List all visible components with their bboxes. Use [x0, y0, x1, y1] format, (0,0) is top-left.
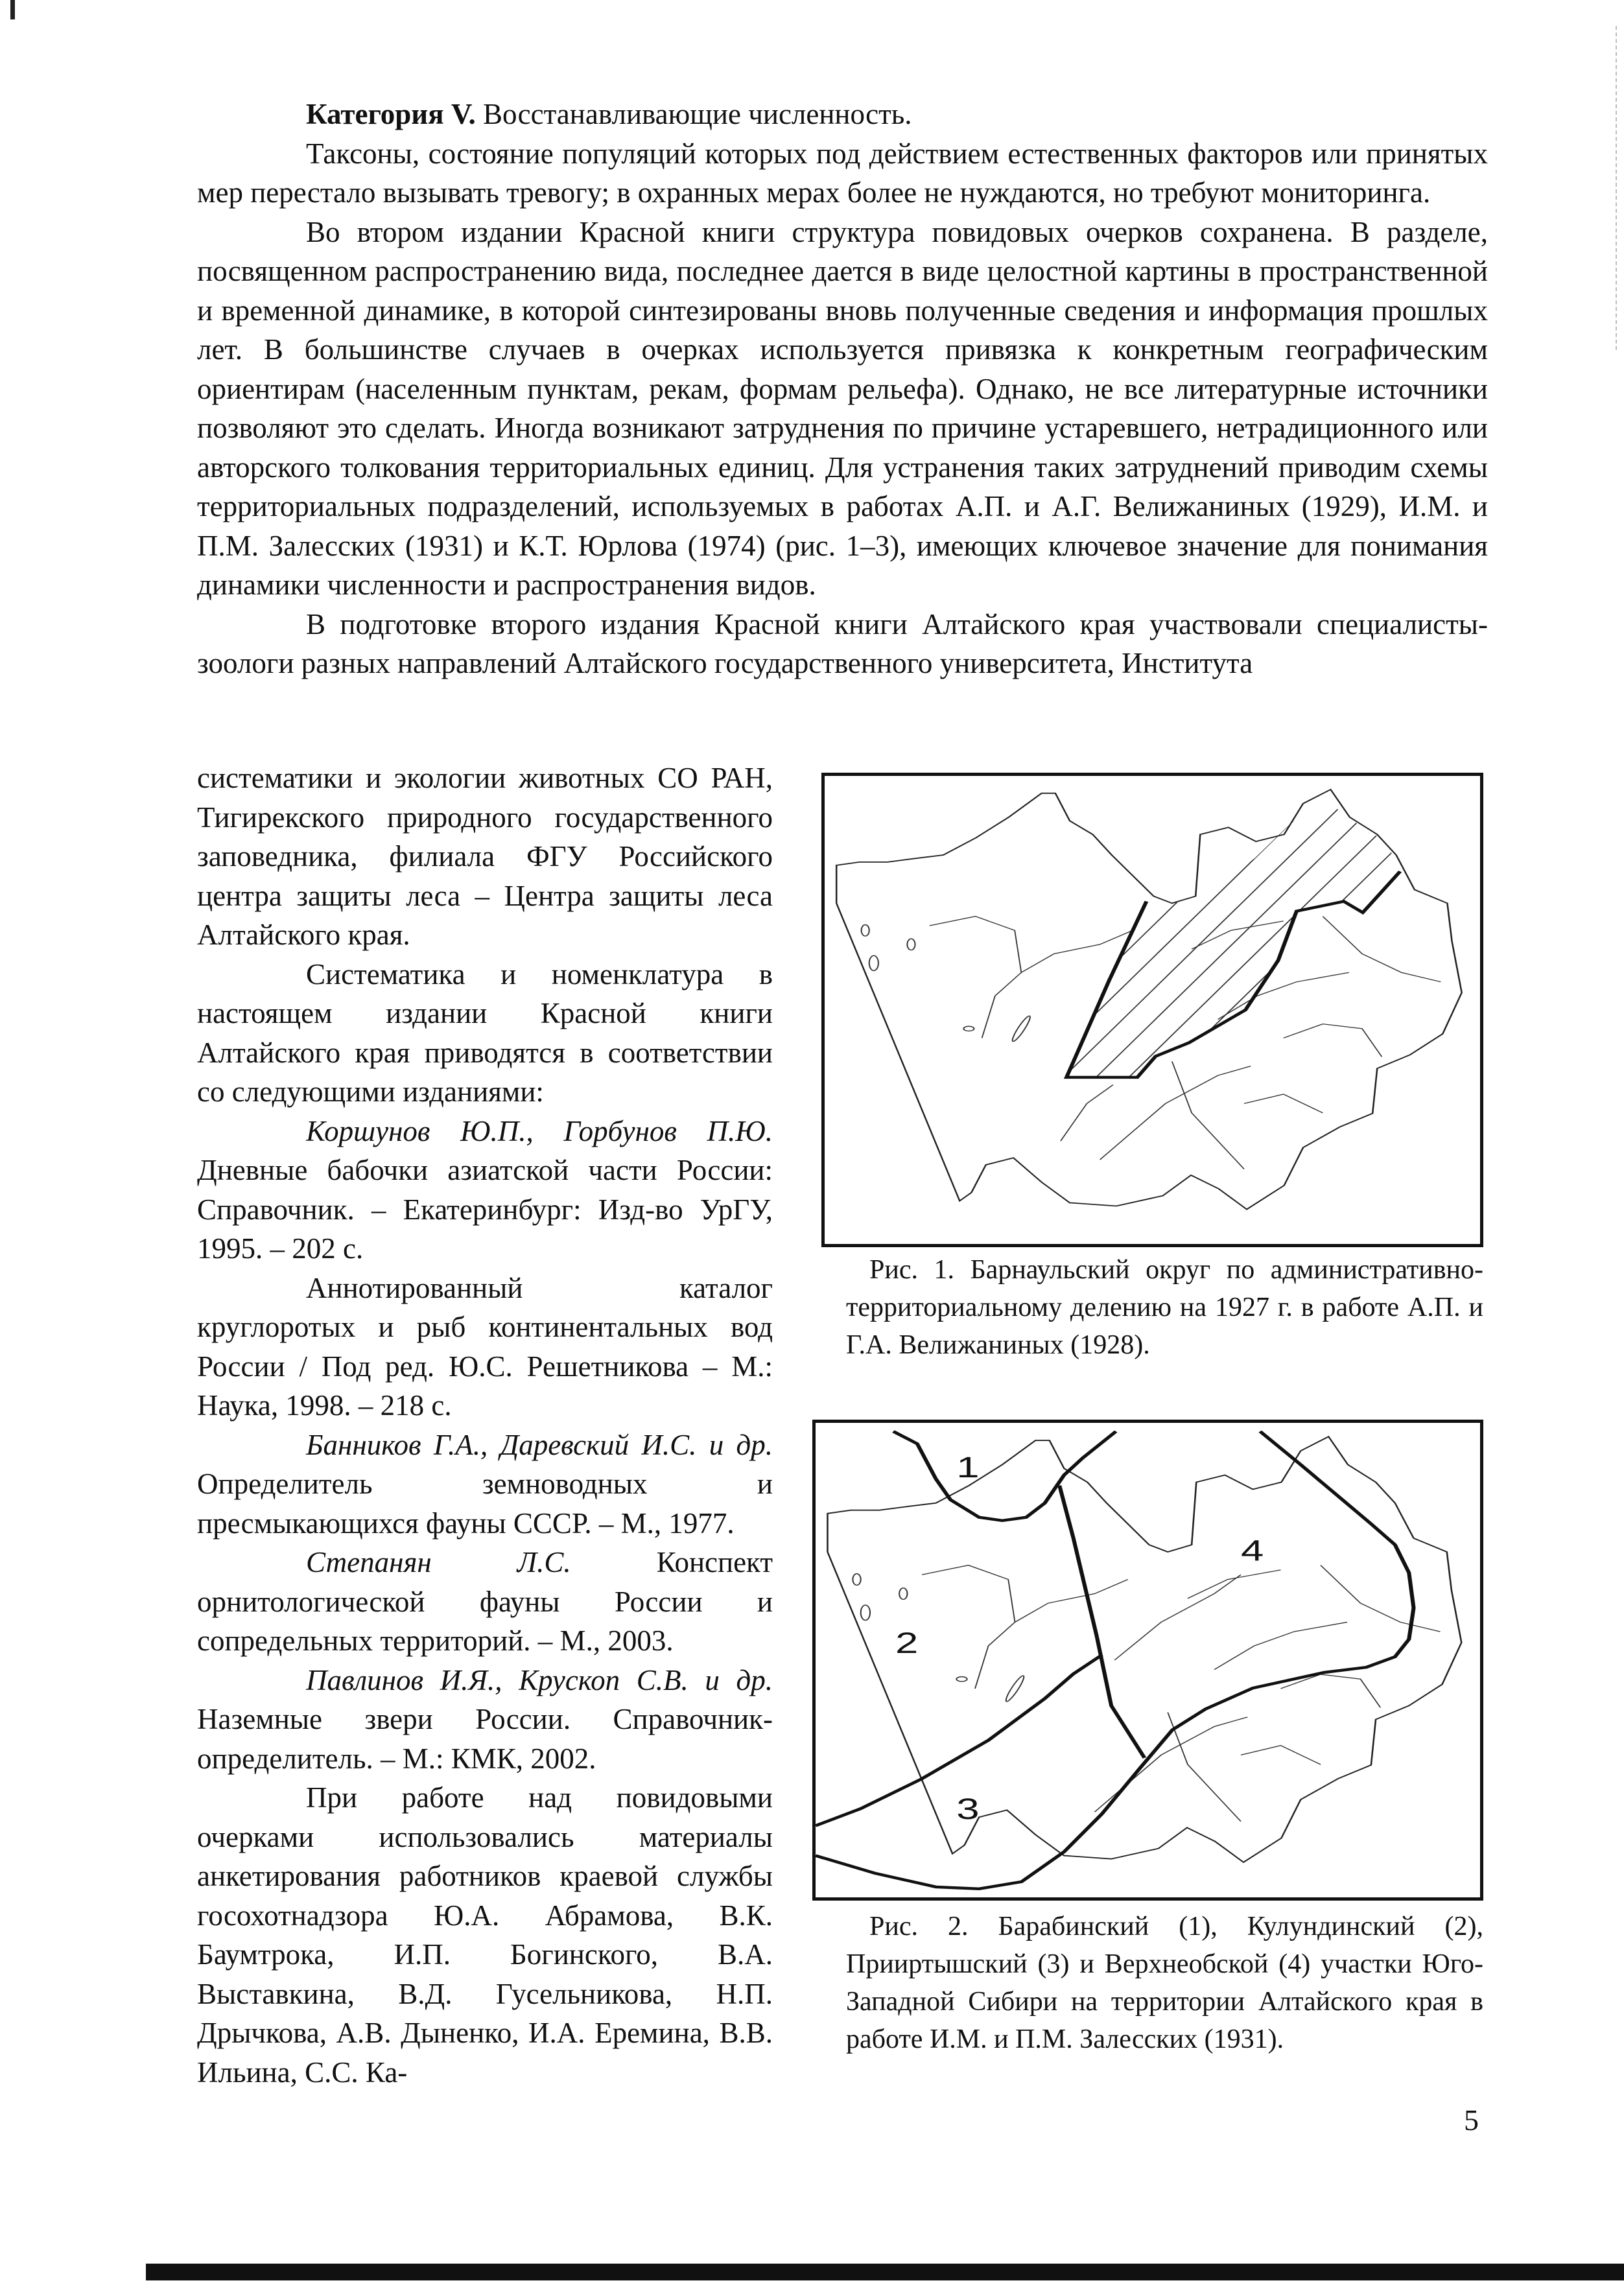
barnaul-district-map — [825, 776, 1480, 1244]
reference-item: Коршунов Ю.П., Горбунов П.Ю. Дневные бабочки азиатской части России: Справочник. – Екатеринбург: Изд-во УрГУ, 1995. – 202 с. — [197, 1114, 773, 1265]
reference-item: Аннотированный каталог круглоротых и рыб континентальных вод России / Под ред. Ю.С. Решетникова – М.: Наука, 1998. – 218 с. — [197, 1271, 773, 1422]
paragraph: Во втором издании Красной книги структура повидовых очерков сохранена. В разделе, посвященном распространению вида, последнее дается в виде целостной картины в пространственной и временной динамике, в которой синтезированы вновь полученные сведения и информация прошлых лет. В большинстве случаев в очерках используется привязка к конкретным географическим ориентирам (населенным пунктам, рекам, формам рельефа). Однако, не все литературные источники позволяют это сделать. Иногда возникают затруднения по причине устаревшего, нетрадиционного или авторского толкования территориальных единиц. Для устранения таких затруднений приводим схемы территориальных подразделений, используемых в работах А.П. и А.Г. Велижаниных (1929), И.М. и П.М. Залесских (1931) и К.Т. Юрлова (1974) (рис. 1–3), имеющих ключевое значение для понимания динамики численности и распространения видов. — [197, 215, 1488, 601]
category-heading: Категория V. Восстанавливающие численность. — [306, 98, 912, 130]
rivers — [922, 1565, 1441, 1822]
top-text-block — [197, 95, 1488, 683]
reference-item: Степанян Л.С. Конспект орнитологической фауны России и сопредельных территорий. – М., 2003. — [197, 1546, 773, 1657]
figure-1-map — [821, 773, 1483, 1247]
scan-bottom-bar — [146, 2264, 1624, 2280]
scan-mark — [10, 0, 15, 19]
region-outline — [836, 790, 1461, 1210]
barnaul-district-boundary — [1066, 871, 1400, 1077]
hatching — [923, 776, 1480, 1151]
paragraph: Систематика и номенклатура в настоящем издании Красной книги Алтайского края приводятся в соответствии со следующими изданиями: — [197, 957, 773, 1108]
left-column — [197, 758, 773, 2092]
lakes — [853, 1574, 1026, 1703]
figure-1-caption: Рис. 1. Барнаульский округ по административно-территориальному делению на 1927 г. в работе А.П. и Г.А. Велижаниных (1928). — [846, 1255, 1483, 1360]
region-outline — [827, 1436, 1461, 1862]
paragraph: При работе над повидовыми очерками использовались материалы анкетирования работников краевой службы госохотнадзора Ю.А. Абрамова, В.К. Баумтрока, И.П. Богинского, В.А. Выставкина, В.Д. Гусельникова, Н.П. Дрычкова, А.В. Дыненко, И.А. Еремина, В.В. Ильина, С.С. Ка- — [197, 1781, 773, 2089]
reference-item: Банников Г.А., Даревский И.С. и др. Определитель земноводных и пресмыкающихся фауны СССР. – М., 1977. — [197, 1428, 773, 1540]
scan-margin-line — [1616, 26, 1618, 350]
paragraph: систематики и экологии животных СО РАН, Тигирекского природного государственного заповедника, филиала ФГУ Российского центра защиты леса – Центра защиты леса Алтайского края. — [197, 762, 773, 951]
paragraph: В подготовке второго издания Красной книги Алтайского края участвовали специалисты-зоологи разных направлений Алтайского государственного университета, Института — [197, 607, 1488, 679]
figure-2-map — [812, 1420, 1483, 1901]
section-label-2: 2 — [895, 1626, 919, 1659]
paragraph: Таксоны, состояние популяций которых под действием естественных факторов или принятых мер перестало вызывать тревогу; в охранных мерах более не нуждаются, но требуют мониторинга. — [197, 137, 1488, 209]
reference-item: Павлинов И.Я., Крускоп С.В. и др. Наземные звери России. Справочник-определитель. – М.: КМК, 2002. — [197, 1663, 773, 1775]
figure-2-caption: Рис. 2. Барабинский (1), Кулундинский (2), Прииртышский (3) и Верхнеобской (4) участки Юго-Западной Сибири на территории Алтайского края в работе И.М. и П.М. Залесских (1931). — [846, 1912, 1483, 2054]
section-label-1: 1 — [956, 1451, 980, 1484]
siberia-sections-map — [816, 1423, 1480, 1897]
page-number: 5 — [1464, 2103, 1479, 2137]
section-label-3: 3 — [956, 1792, 980, 1826]
section-label-4: 4 — [1241, 1534, 1264, 1567]
